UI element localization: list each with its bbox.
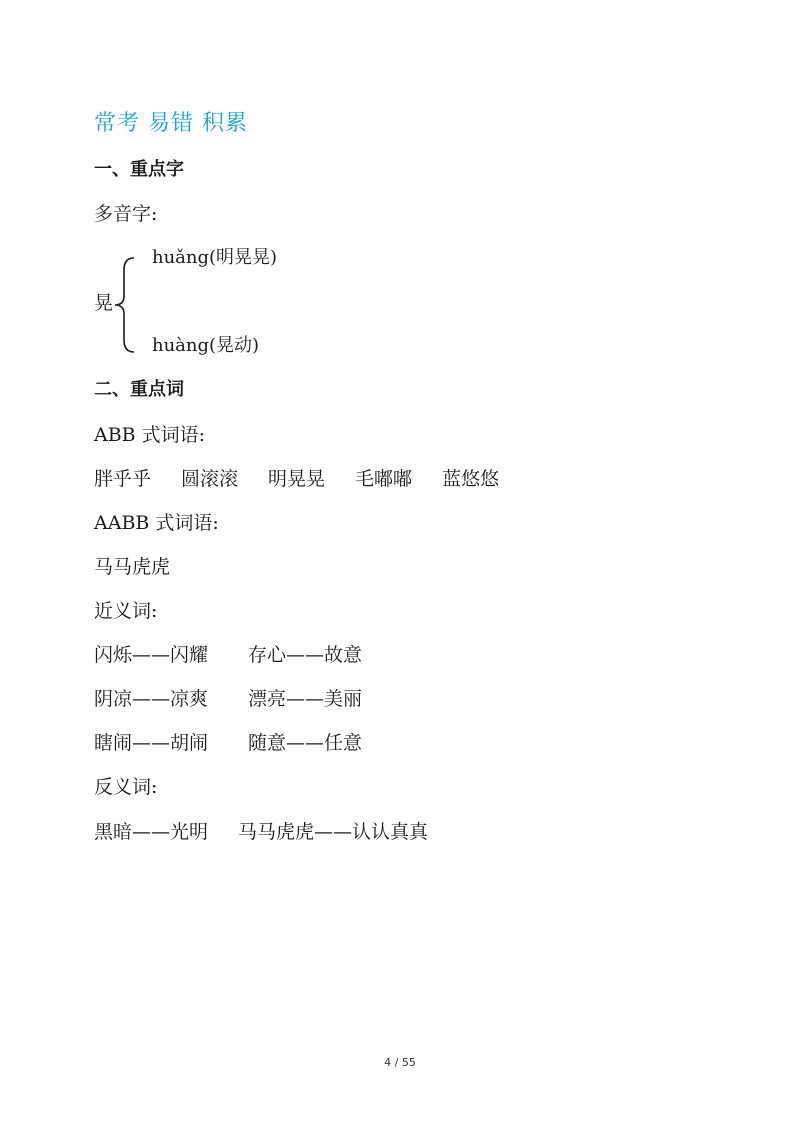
synonym-pair: 存心——故意	[248, 644, 363, 666]
abb-word-list	[94, 467, 499, 491]
abb-word: 胖乎乎	[94, 468, 152, 490]
aabb-word: 马马虎虎	[94, 556, 171, 578]
page-title: 常考 易错 积累	[94, 111, 248, 136]
page-number: 4 / 55	[384, 1056, 416, 1069]
aabb-label: AABB 式词语:	[94, 512, 219, 534]
abb-label: ABB 式词语:	[94, 424, 206, 446]
antonym-row	[94, 820, 428, 844]
polyphone-reading: huàng(晃动)	[152, 335, 260, 356]
section-heading-key-words: 二、重点词	[94, 379, 184, 400]
abb-word: 明晃晃	[268, 468, 326, 490]
synonym-pair: 闪烁——闪耀	[94, 644, 209, 666]
synonym-row	[94, 731, 362, 755]
section-heading-key-characters: 一、重点字	[94, 159, 184, 180]
synonym-label: 近义词:	[94, 600, 158, 622]
synonym-row	[94, 643, 362, 667]
abb-word: 蓝悠悠	[442, 468, 500, 490]
curly-brace-icon	[112, 256, 138, 354]
abb-word: 圆滚滚	[181, 468, 239, 490]
polyphone-reading: huǎng(明晃晃)	[152, 247, 278, 268]
antonym-label: 反义词:	[94, 776, 158, 798]
polyphone-label: 多音字:	[94, 203, 158, 225]
antonym-pair: 马马虎虎——认认真真	[238, 821, 429, 843]
synonym-pair: 随意——任意	[248, 732, 363, 754]
polyphone-character: 晃	[94, 292, 114, 314]
synonym-pair: 阴凉——凉爽	[94, 688, 209, 710]
abb-word: 毛嘟嘟	[355, 468, 413, 490]
synonym-pair: 漂亮——美丽	[248, 688, 363, 710]
synonym-row	[94, 687, 362, 711]
antonym-pair: 黑暗——光明	[94, 821, 209, 843]
synonym-pair: 瞎闹——胡闹	[94, 732, 209, 754]
